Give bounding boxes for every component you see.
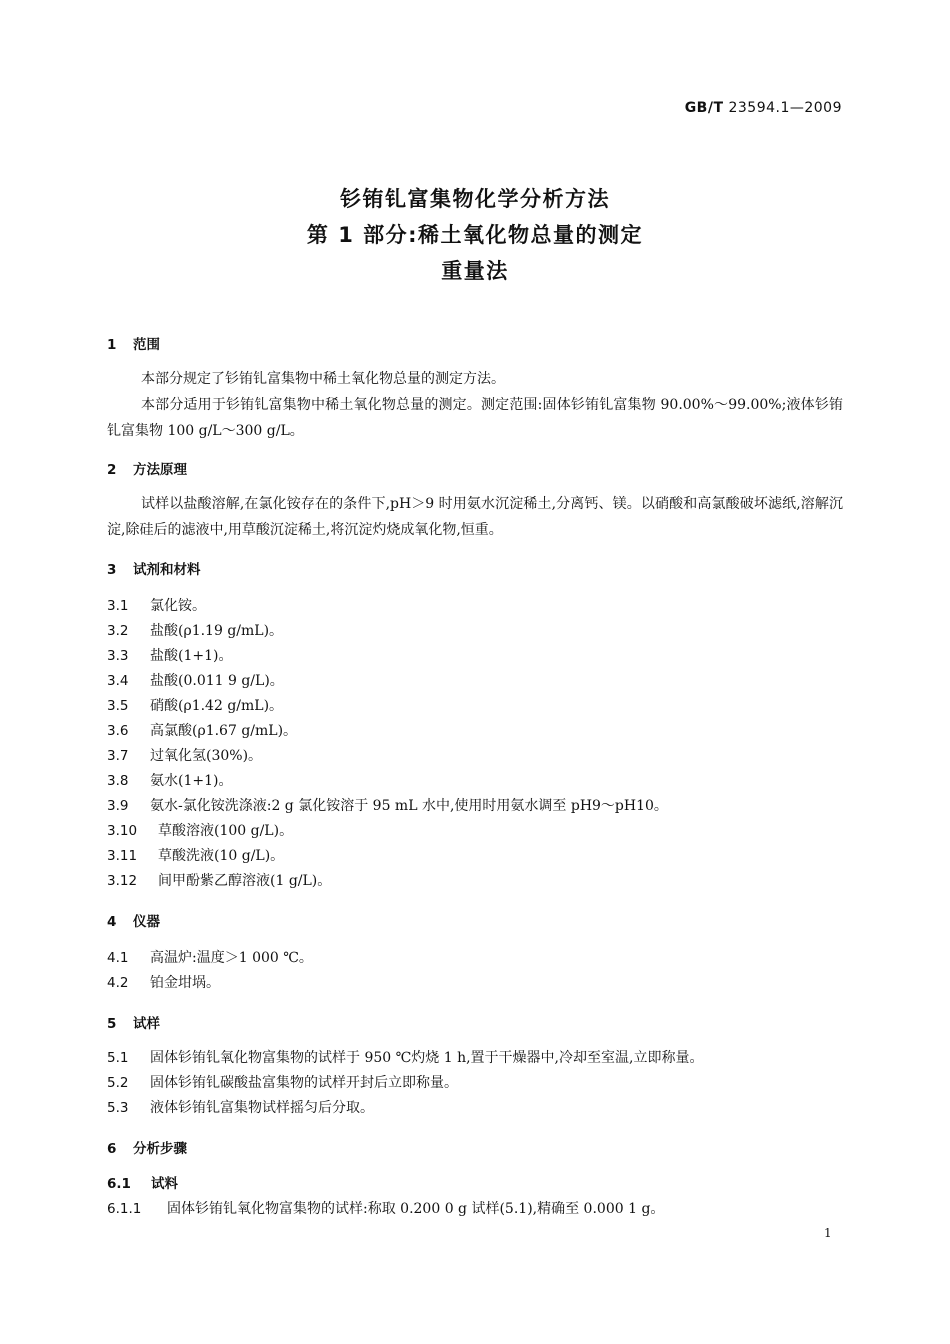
instrument-item: 4.2 铂金坩埚。 bbox=[107, 975, 220, 991]
section-number: 1 bbox=[107, 337, 117, 353]
section-title: 分析步骤 bbox=[133, 1141, 187, 1157]
scope-paragraph-1: 本部分规定了钐铕钆富集物中稀土氧化物总量的测定方法。 bbox=[141, 371, 505, 387]
principle-paragraph: 试样以盐酸溶解,在氯化铵存在的条件下,pH＞9 时用氨水沉淀稀土,分离钙、镁。以硝酸和高氯酸破坏滤纸,溶解沉淀,除硅后的滤液中,用草酸沉淀稀土,将沉淀灼烧成氧化物,恒重。 bbox=[107, 496, 843, 538]
section-number: 4 bbox=[107, 914, 117, 930]
subsection-number: 6.1 bbox=[107, 1176, 131, 1192]
scope-paragraph-2: 本部分适用于钐铕钆富集物中稀土氧化物总量的测定。测定范围:固体钐铕钆富集物 90.00%～99.00%;液体钐铕钆富集物 100 g/L～300 g/L。 bbox=[107, 397, 843, 439]
section-heading-1 bbox=[107, 333, 160, 353]
section-heading-5 bbox=[107, 1012, 160, 1032]
sample-item: 5.3 液体钐铕钆富集物试样摇匀后分取。 bbox=[107, 1100, 374, 1116]
reagent-item: 3.4 盐酸(0.011 9 g/L)。 bbox=[107, 673, 284, 689]
reagent-item: 3.12 间甲酚紫乙醇溶液(1 g/L)。 bbox=[107, 873, 332, 889]
document-title-line2: 第 1 部分:稀土氧化物总量的测定 bbox=[306, 223, 644, 247]
standard-code bbox=[685, 100, 842, 116]
section-title: 试剂和材料 bbox=[133, 562, 201, 578]
section-heading-3 bbox=[107, 558, 201, 578]
sample-item: 5.2 固体钐铕钆碳酸盐富集物的试样开封后立即称量。 bbox=[107, 1075, 458, 1091]
reagent-item: 3.11 草酸洗液(10 g/L)。 bbox=[107, 848, 285, 864]
reagent-item: 3.3 盐酸(1+1)。 bbox=[107, 648, 233, 664]
section-heading-2 bbox=[107, 458, 187, 478]
document-title-line3: 重量法 bbox=[441, 259, 509, 283]
reagent-item: 3.1 氯化铵。 bbox=[107, 598, 206, 614]
standard-code-number: 23594.1—2009 bbox=[728, 100, 842, 116]
reagent-item: 3.6 高氯酸(ρ1.67 g/mL)。 bbox=[107, 723, 298, 739]
page-number: 1 bbox=[824, 1226, 832, 1240]
section-title: 方法原理 bbox=[133, 462, 187, 478]
section-heading-6 bbox=[107, 1137, 187, 1157]
section-title: 范围 bbox=[133, 337, 160, 353]
section-number: 3 bbox=[107, 562, 117, 578]
sample-item: 5.1 固体钐铕钆氧化物富集物的试样于 950 ℃灼烧 1 h,置于干燥器中,冷却至室温,立即称量。 bbox=[107, 1050, 704, 1066]
reagent-item: 3.10 草酸溶液(100 g/L)。 bbox=[107, 823, 294, 839]
section-number: 6 bbox=[107, 1141, 117, 1157]
section-heading-4 bbox=[107, 910, 160, 930]
reagent-item: 3.7 过氧化氢(30%)。 bbox=[107, 748, 263, 764]
step-item: 6.1.1 固体钐铕钆氧化物富集物的试样:称取 0.200 0 g 试样(5.1),精确至 0.000 1 g。 bbox=[107, 1201, 665, 1217]
subsection-heading-6-1 bbox=[107, 1172, 178, 1192]
reagent-item: 3.9 氨水-氯化铵洗涤液:2 g 氯化铵溶于 95 mL 水中,使用时用氨水调至 pH9～pH10。 bbox=[107, 798, 668, 814]
standard-code-prefix: GB/T bbox=[684, 100, 724, 116]
section-number: 5 bbox=[107, 1016, 117, 1032]
section-title: 仪器 bbox=[133, 914, 160, 930]
section-number: 2 bbox=[107, 462, 117, 478]
reagent-item: 3.2 盐酸(ρ1.19 g/mL)。 bbox=[107, 623, 284, 639]
document-title-line1: 钐铕钆富集物化学分析方法 bbox=[340, 187, 610, 211]
instrument-item: 4.1 高温炉:温度＞1 000 ℃。 bbox=[107, 950, 313, 966]
reagent-item: 3.8 氨水(1+1)。 bbox=[107, 773, 233, 789]
section-title: 试样 bbox=[133, 1016, 160, 1032]
reagent-item: 3.5 硝酸(ρ1.42 g/mL)。 bbox=[107, 698, 284, 714]
subsection-title: 试料 bbox=[151, 1176, 178, 1192]
